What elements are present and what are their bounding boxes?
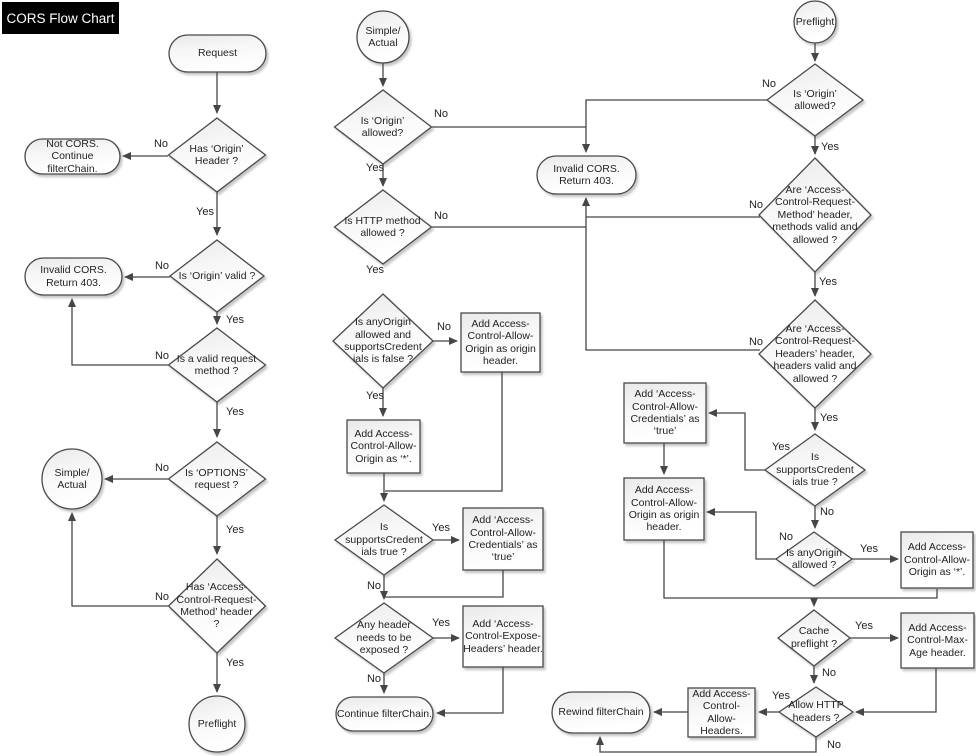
connector-expose-headers-down bbox=[437, 667, 503, 713]
decision-supports-cred-mid-shape bbox=[335, 505, 433, 575]
decision-has-origin-header-label: Has ‘Origin’ Header ? bbox=[189, 142, 244, 167]
terminator-continue-filterchain-shape bbox=[336, 697, 433, 731]
connector-anyorigin-no bbox=[707, 512, 777, 559]
connector-max-age-down bbox=[856, 668, 936, 712]
edge-label-yes: Yes bbox=[855, 620, 873, 632]
edge-label-yes: Yes bbox=[226, 406, 244, 418]
edge-label-yes: Yes bbox=[226, 524, 244, 536]
edge-label-no: No bbox=[778, 531, 794, 543]
process-add-acao-star-mid-shape bbox=[347, 420, 420, 473]
terminator-invalid-cors-mid-label: Invalid CORS. Return 403. bbox=[553, 162, 620, 187]
edge-label-yes: Yes bbox=[860, 543, 878, 555]
connector-origin-allowed-right-no bbox=[586, 100, 767, 152]
edge-label-no: No bbox=[821, 667, 837, 679]
decision-acrm-valid-shape bbox=[759, 158, 871, 272]
decision-valid-request-method-label: Is a valid request method ? bbox=[176, 352, 257, 377]
edge-label-yes: Yes bbox=[819, 276, 837, 288]
terminator-rewind-filterchain-shape bbox=[552, 692, 650, 733]
process-add-max-age-shape bbox=[901, 613, 974, 668]
connector-simple-actual-mid-label: Simple/ Actual bbox=[365, 24, 401, 49]
decision-acrh-valid-shape bbox=[759, 300, 871, 408]
process-add-acao-star-right-shape bbox=[901, 532, 973, 588]
terminator-invalid-cors-mid-shape bbox=[537, 156, 636, 194]
edge-label-yes: Yes bbox=[226, 314, 244, 326]
edge-label-yes: Yes bbox=[366, 264, 384, 276]
decision-anyorigin-supportscred-shape bbox=[333, 294, 433, 388]
process-add-acac-true-right-shape bbox=[624, 383, 706, 443]
decision-http-method-allowed-label: Is HTTP method allowed ? bbox=[344, 214, 421, 239]
edge-label-no: No bbox=[153, 138, 169, 150]
connector-supports-cred-right-yes bbox=[709, 413, 765, 470]
connector-acrh-valid-no bbox=[586, 198, 760, 350]
decision-is-options-request-shape bbox=[169, 442, 266, 516]
connector-valid-method-no bbox=[72, 299, 168, 365]
edge-label-no: No bbox=[436, 321, 452, 333]
decision-any-header-exposed-label: Any header needs to be exposed ? bbox=[356, 619, 412, 657]
decision-origin-allowed-right-shape bbox=[767, 64, 863, 136]
terminator-request-shape bbox=[169, 35, 266, 72]
terminator-invalid-cors-left-shape bbox=[25, 258, 122, 295]
decision-cache-preflight-label: Cache preflight ? bbox=[790, 625, 838, 650]
edge-label-yes: Yes bbox=[366, 390, 384, 402]
process-add-expose-headers-shape bbox=[463, 606, 543, 667]
edge-label-no: No bbox=[748, 336, 764, 348]
connector-preflight-right-label: Preflight bbox=[795, 15, 835, 28]
connector-preflight-left-shape bbox=[189, 696, 245, 752]
connector-simple-actual-mid-shape bbox=[357, 11, 409, 63]
decision-origin-allowed-mid-shape bbox=[335, 90, 432, 164]
decision-is-options-request-label: Is ‘OPTIONS’ request ? bbox=[184, 466, 248, 491]
decision-acrh-valid-label: Are ‘Access- Control-Request- Headers’ header, headers valid and allowed ? bbox=[773, 323, 857, 385]
connector-acrm-header-no bbox=[72, 513, 168, 606]
decision-allow-http-headers-shape bbox=[779, 687, 853, 737]
edge-label-no: No bbox=[433, 108, 449, 120]
process-add-acao-origin-right-shape bbox=[624, 478, 704, 540]
process-add-acao-star-mid-label: Add Access- Control-Allow- Origin as ‘*’. bbox=[350, 427, 417, 465]
connector-simple-actual-left-label: Simple/ Actual bbox=[54, 466, 90, 491]
edge-label-no: No bbox=[154, 462, 170, 474]
edge-label-no: No bbox=[748, 199, 764, 211]
connector-allow-headers-no bbox=[600, 737, 816, 752]
decision-allow-http-headers-label: Allow HTTP headers ? bbox=[788, 699, 844, 724]
decision-origin-allowed-right-label: Is ‘Origin’ allowed? bbox=[793, 87, 837, 112]
decision-has-origin-header-shape bbox=[169, 118, 266, 192]
edge-label-yes: Yes bbox=[366, 162, 384, 174]
edge-label-yes: Yes bbox=[821, 141, 839, 153]
decision-supports-cred-right-shape bbox=[765, 434, 865, 506]
connector-simple-actual-left-shape bbox=[42, 449, 102, 509]
decision-acrm-valid-label: Are ‘Access- Control-Request- Method’ header, methods valid and allowed ? bbox=[772, 184, 858, 246]
edge-label-yes: Yes bbox=[772, 690, 790, 702]
decision-cache-preflight-shape bbox=[778, 610, 850, 666]
terminator-rewind-filterchain-label: Rewind filterChain bbox=[558, 706, 644, 719]
decision-has-acrm-header-shape bbox=[169, 559, 266, 653]
edge-label-yes: Yes bbox=[226, 657, 244, 669]
decision-supports-cred-mid-label: Is supportsCredent ials true ? bbox=[345, 521, 423, 559]
decision-anyorigin-supportscred-label: Is anyOrigin allowed and supportsCredent ials is false ? bbox=[344, 316, 422, 366]
edge-label-no: No bbox=[761, 78, 777, 90]
edge-label-no: No bbox=[154, 260, 170, 272]
decision-any-header-exposed-shape bbox=[335, 603, 433, 673]
edge-label-no: No bbox=[366, 580, 382, 592]
edge-label-no: No bbox=[366, 673, 382, 685]
edge-label-no: No bbox=[154, 350, 170, 362]
edge-label-no: No bbox=[154, 591, 170, 603]
process-add-acao-star-right-label: Add Access- Control-Allow- Origin as ‘*’. bbox=[904, 541, 970, 579]
terminator-not-cors-label: Not CORS. Continue filterChain. bbox=[46, 137, 99, 175]
edge-label-yes: Yes bbox=[432, 617, 450, 629]
connector-preflight-right-shape bbox=[794, 1, 836, 43]
process-add-acao-origin-right-label: Add Access- Control-Allow- Origin as origin header. bbox=[628, 484, 700, 534]
process-add-allow-headers-shape bbox=[688, 688, 755, 737]
terminator-not-cors-shape bbox=[25, 139, 120, 174]
terminator-invalid-cors-left-label: Invalid CORS. Return 403. bbox=[40, 264, 107, 289]
process-add-acac-true-mid-label: Add ‘Access- Control-Allow- Credentials’ as ‘true’ bbox=[468, 514, 538, 564]
decision-is-origin-valid-shape bbox=[170, 240, 264, 312]
edge-label-yes: Yes bbox=[196, 206, 214, 218]
decision-valid-request-method-shape bbox=[169, 328, 266, 402]
process-add-max-age-label: Add Access- Control-Max- Age header. bbox=[907, 621, 968, 659]
connector-preflight-left-label: Preflight bbox=[197, 717, 237, 730]
terminator-continue-filterchain-label: Continue filterChain. bbox=[336, 707, 433, 720]
page-title: CORS Flow Chart bbox=[2, 2, 119, 34]
process-add-acao-origin-mid-label: Add Access- Control-Allow- Origin as origin header. bbox=[465, 317, 536, 367]
edge-label-no: No bbox=[819, 506, 835, 518]
process-add-acac-true-mid-shape bbox=[463, 508, 543, 570]
process-add-allow-headers-label: Add Access- Control- Allow- Headers. bbox=[692, 687, 751, 737]
process-add-expose-headers-label: Add ‘Access- Control-Expose- Headers’ header. bbox=[463, 617, 543, 655]
edge-label-no: No bbox=[826, 739, 842, 751]
process-add-acao-origin-mid-shape bbox=[461, 313, 540, 372]
edge-label-yes: Yes bbox=[820, 412, 838, 424]
decision-anyorigin-allowed-label: Is anyOrigin allowed ? bbox=[785, 546, 843, 571]
decision-http-method-allowed-shape bbox=[335, 190, 432, 264]
decision-is-origin-valid-label: Is ‘Origin’ valid ? bbox=[178, 269, 256, 282]
decision-supports-cred-right-label: Is supportsCredent ials true ? bbox=[776, 451, 854, 489]
edge-label-yes: Yes bbox=[432, 522, 450, 534]
connector-acac-true-mid-down bbox=[385, 570, 503, 597]
decision-anyorigin-allowed-shape bbox=[776, 532, 852, 586]
terminator-request-label: Request bbox=[197, 47, 238, 60]
edge-label-no: No bbox=[433, 210, 449, 222]
decision-origin-allowed-mid-label: Is ‘Origin’ allowed? bbox=[360, 114, 405, 139]
process-add-acac-true-right-label: Add ‘Access- Control-Allow- Credentials’ as ‘true’ bbox=[630, 388, 700, 438]
decision-has-acrm-header-label: Has ‘Access- Control-Request- Method’ header ? bbox=[176, 581, 257, 631]
edge-label-yes: Yes bbox=[772, 441, 790, 453]
